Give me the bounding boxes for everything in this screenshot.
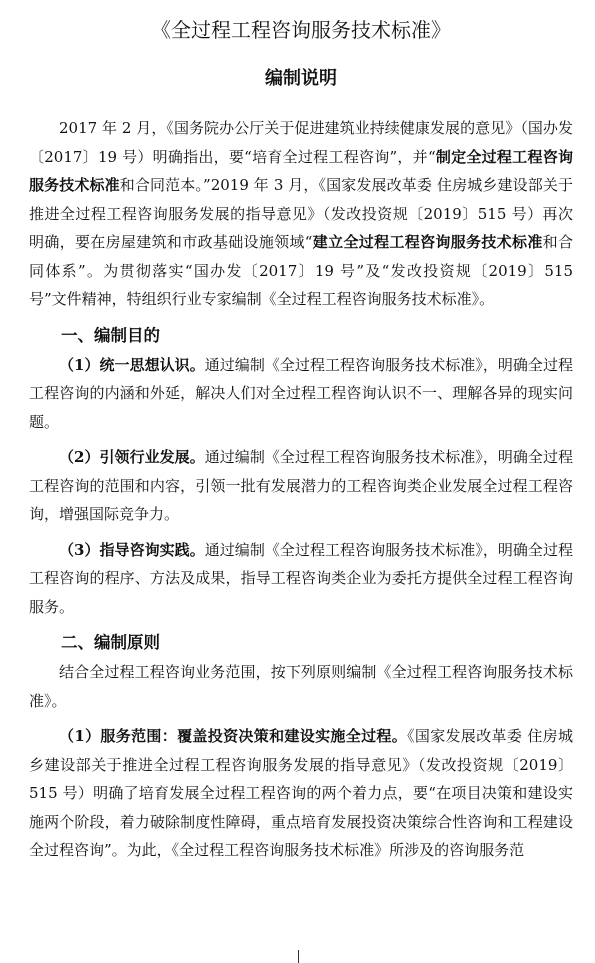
document-subtitle: 编制说明 [265, 68, 337, 89]
intro-text-3: 和合同体系”。为贯彻落实“国办发〔2017〕19 号”及“发改投资规〔2019〕515 号”文件精神，特组织行业专家编制《全过程工程咨询服务技术标准》。 [29, 233, 573, 308]
document-page [0, 16, 595, 963]
intro-emphasis-1: 制定全过程工程咨询服务技术标准 [29, 147, 573, 194]
intro-text-2: 和合同范本。”2019 年 3 月，《国家发展改革委 住房城乡建设部关于推进全过程工程咨询服务发展的指导意见》（发改投资规〔2019〕515 号）再次明确，要在房屋建筑和市政基础设施领域“ [29, 176, 573, 251]
document-body [29, 114, 573, 865]
intro-text-1: 2017 年 2 月，《国务院办公厅关于促进建筑业持续健康发展的意见》（国办发〔2017〕19 号）明确指出，要“培育全过程工程咨询”，并“ [29, 119, 573, 166]
purpose-item-1-text: 通过编制《全过程工程咨询服务技术标准》，明确全过程工程咨询的内涵和外延，解决人们对全过程工程咨询认识不一、理解各异的现实问题。 [29, 355, 573, 431]
purpose-item-1-label: （1）统一思想认识。 [59, 355, 205, 374]
section-heading-principles: 二、编制原则 [61, 633, 160, 652]
purpose-item-3 [29, 536, 573, 622]
intro-emphasis-2: 建立全过程工程咨询服务技术标准 [312, 233, 543, 251]
purpose-item-3-text: 通过编制《全过程工程咨询服务技术标准》，明确全过程工程咨询的程序、方法及成果，指导工程咨询类企业为委托方提供全过程工程咨询服务。 [29, 540, 573, 616]
section-heading-purpose: 一、编制目的 [61, 325, 160, 345]
principles-intro: 结合全过程工程咨询业务范围，按下列原则编制《全过程工程咨询服务技术标准》。 [29, 663, 573, 710]
principles-item-1 [29, 722, 573, 865]
purpose-item-2-label: （2）引领行业发展。 [59, 448, 205, 466]
purpose-item-2-text: 通过编制《全过程工程咨询服务技术标准》，明确全过程工程咨询的范围和内容，引领一批有发展潜力的工程咨询类企业发展全过程工程咨询，增强国际竞争力。 [29, 448, 573, 523]
intro-paragraph [29, 114, 573, 314]
document-title: 《全过程工程咨询服务技术标准》 [151, 18, 451, 42]
purpose-item-2 [29, 443, 573, 529]
purpose-item-3-label: （3）指导咨询实践。 [59, 540, 205, 559]
purpose-item-1 [29, 351, 573, 437]
principles-item-1-text: 《国家发展改革委 住房城乡建设部关于推进全过程工程咨询服务发展的指导意见》（发改投资规〔2019〕515 号）明确了培育发展全过程工程咨询的两个着力点，要“在项目决策和建设实施两个阶段，着力破除制度性障碍，重点培育发展投资决策综合性咨询和工程建设全过程咨询”。为此，《全过程工程咨询服务技术标准》所涉及的咨询服务范 [29, 727, 573, 859]
page-mark [298, 950, 299, 963]
principles-item-1-label: （1）服务范围：覆盖投资决策和建设实施全过程。 [59, 727, 408, 745]
